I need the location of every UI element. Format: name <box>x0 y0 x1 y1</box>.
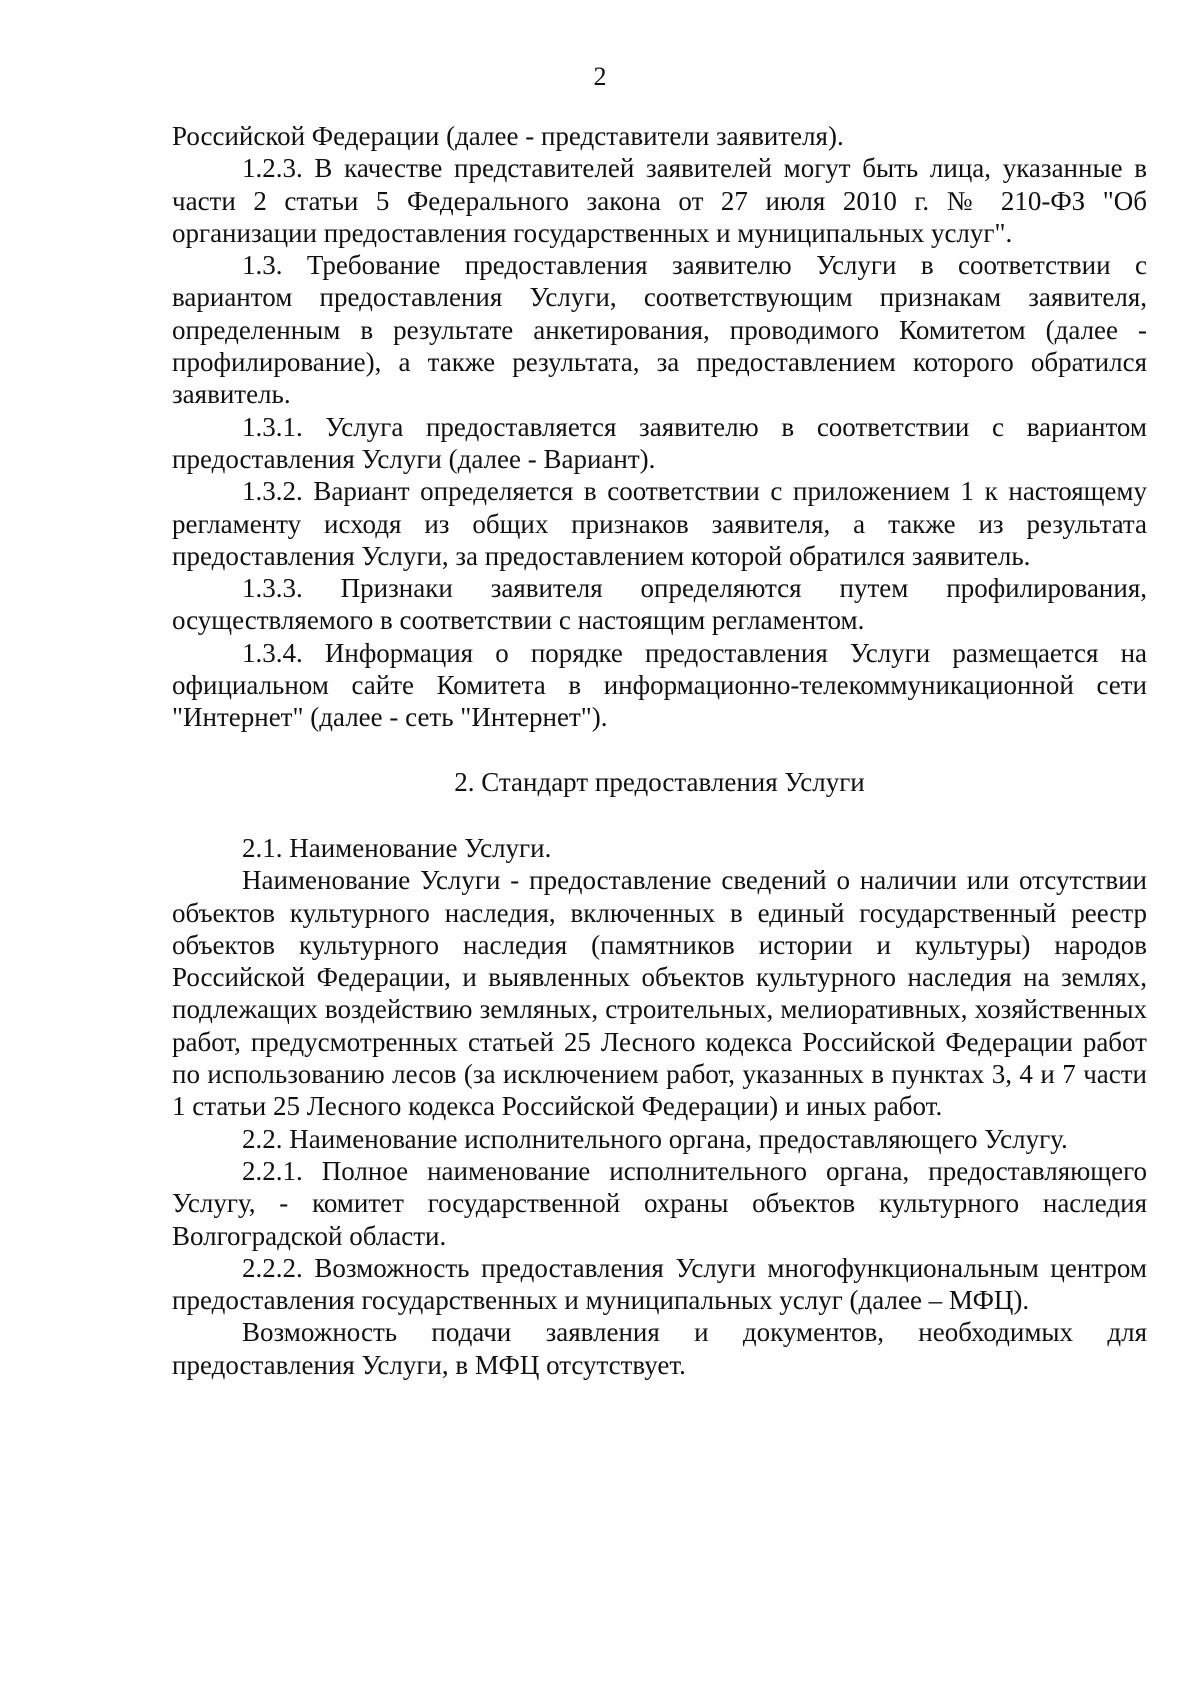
document-body <box>172 120 1147 1381</box>
paragraph-2-1: 2.1. Наименование Услуги. <box>242 832 552 863</box>
paragraph-mfc-submission: Возможность подачи заявления и документов, необходимых для предоставления Услуги, в МФЦ отсутствует. <box>172 1317 1147 1380</box>
paragraph-2-2-2: 2.2.2. Возможность предоставления Услуги многофункциональным центром предоставления государственных и муниципальных услуг (далее – МФЦ). <box>172 1252 1147 1316</box>
paragraph-1-3-4: 1.3.4. Информация о порядке предоставления Услуги размещается на официальном сайте Комитета в информационно-телекоммуникационной сети "Интернет" (далее - сеть "Интернет"). <box>172 637 1147 733</box>
paragraph-1-2-3: 1.2.3. В качестве представителей заявителей могут быть лица, указанные в части 2 статьи 5 Федерального закона от 27 июля 2010 г. № 210-ФЗ "Об организации предоставления государственных и муниципальных услуг". <box>172 153 1147 248</box>
paragraph-1-3-2: 1.3.2. Вариант определяется в соответствии с приложением 1 к настоящему регламенту исходя из общих признаков заявителя, а также из результата предоставления Услуги, за предоставлением которой обратился заявитель. <box>172 476 1147 571</box>
paragraph-1-3-3: 1.3.3. Признаки заявителя определяются путем профилирования, осуществляемого в соответствии с настоящим регламентом. <box>172 573 1147 636</box>
paragraph-continuation: Российской Федерации (далее - представители заявителя). <box>172 121 844 151</box>
paragraph-1-3-1: 1.3.1. Услуга предоставляется заявителю в соответствии с вариантом предоставления Услуги (далее - Вариант). <box>172 411 1147 474</box>
section-heading: 2. Стандарт предоставления Услуги <box>454 766 865 797</box>
paragraph-2-2: 2.2. Наименование исполнительного органа, предоставляющего Услугу. <box>242 1123 1068 1154</box>
paragraph-service-name: Наименование Услуги - предоставление сведений о наличии или отсутствии объектов культурного наследия, включенных в единый государственный реестр объектов культурного наследия (памятников истории и культуры) народов Российской Федерации, и выявленных объектов культурного наследия на землях, подлежащих воздействию земляных, строительных, мелиоративных, хозяйственных работ, предусмотренных статьей 25 Лесного кодекса Российской Федерации работ по использованию лесов (за исключением работ, указанных в пунктах 3, 4 и 7 части 1 статьи 25 Лесного кодекса Российской Федерации) и иных работ. <box>172 865 1147 1122</box>
page-number: 2 <box>593 62 607 91</box>
paragraph-2-2-1: 2.2.1. Полное наименование исполнительного органа, предоставляющего Услугу, - комитет государственной охраны объектов культурного наследия Волгоградской области. <box>172 1155 1147 1251</box>
paragraph-1-3: 1.3. Требование предоставления заявителю Услуги в соответствии с вариантом предоставления Услуги, соответствующим признакам заявителя, определенным в результате анкетирования, проводимого Комитетом (далее - профилирование), а также результата, за предоставлением которого обратился заявитель. <box>172 250 1147 410</box>
